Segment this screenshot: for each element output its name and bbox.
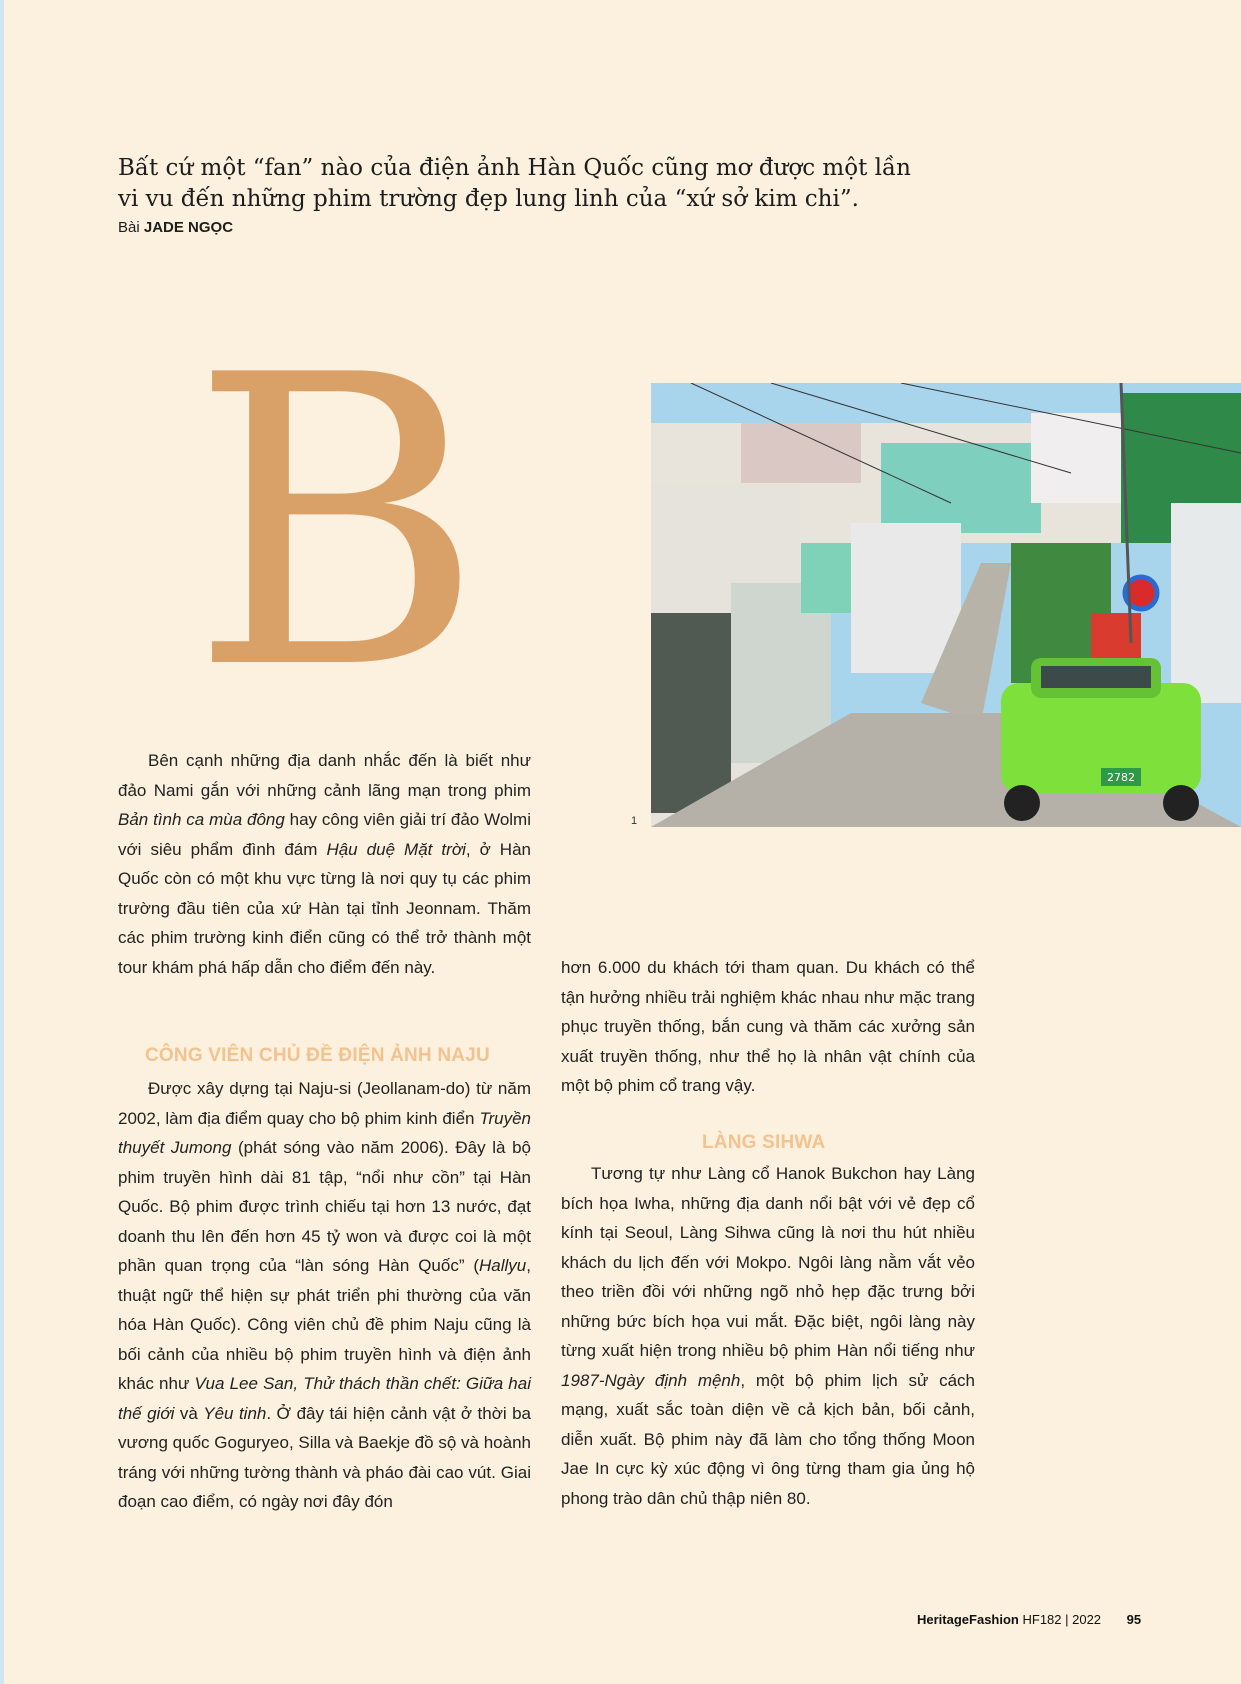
body-column-2-continued [561, 953, 975, 1101]
text-run: và [174, 1403, 204, 1423]
body-column-2-sihwa [561, 1159, 975, 1513]
page-edge-stripe [0, 0, 4, 1684]
photo-number: 1 [631, 815, 638, 827]
text-run: , ở Hàn Quốc còn có một khu vực từng là nơi quy tụ các phim trường đầu tiên của xứ Hàn tại tỉnh Jeonnam. Thăm các phim trường kinh điển cũng có thể trở thành một tour khám phá hấp dẫn cho điểm đến này. [118, 839, 531, 977]
text-run: (phát sóng vào năm 2006). Đây là bộ phim truyền hình dài 81 tập, “nổi như cồn” tại Hàn Quốc. Bộ phim được trình chiếu tại hơn 13 nước, đạt doanh thu lên đến hơn 45 tỷ won và được coi là một phần quan trọng của “làn sóng Hàn Quốc” ( [118, 1138, 531, 1275]
film-title: Bản tình ca mùa đông [118, 810, 285, 829]
text-run: . Ở đây tái hiện cảnh vật ở thời ba vương quốc Goguryeo, Silla và Baekje đồ sộ và hoành tráng với những tường thành và pháo đài cao vút. Giai đoạn cao điểm, có ngày nơi đây đón [118, 1403, 531, 1511]
text-run: Tương tự như Làng cổ Hanok Bukchon hay Làng bích họa Iwha, những địa danh nổi bật với vẻ đẹp cổ kính tại Seoul, Làng Sihwa cũng là nơi thu hút nhiều khách du lịch đến với Mokpo. Ngôi làng nằm vắt vẻo theo triền đồi với những ngõ nhỏ hẹp đặc trưng bởi những bức bích họa vui mắt. Đặc biệt, ngôi làng này từng xuất hiện trong nhiều bộ phim Hàn nổi tiếng như [561, 1164, 975, 1360]
body-column-1-intro [118, 746, 531, 982]
paragraph-sihwa [561, 1159, 975, 1513]
intro-line-1: Bất cứ một “fan” nào của điện ảnh Hàn Quốc cũng mơ được một lần [118, 155, 911, 181]
byline [118, 219, 233, 236]
film-title: Vua Lee San, Thử thách thần chết: Giữa hai thế giới [118, 1374, 531, 1423]
film-title: 1987-Ngày định mệnh [561, 1370, 741, 1390]
byline-author: JADE NGỌC [143, 219, 234, 236]
text-run: , một bộ phim lịch sử cách mạng, xuất sắc toàn diện về cả kịch bản, bối cảnh, diễn xuất. Bộ phim này đã làm cho tổng thống Moon Jae In cực kỳ xúc động vì ông từng tham gia ủng hộ phong trào dân chủ thập niên 80. [561, 1370, 975, 1508]
term-italic: Hallyu [479, 1256, 527, 1275]
text-run: , thuật ngữ thể hiện sự phát triển phi thường của văn hóa Hàn Quốc). Công viên chủ đề phim Naju cũng là bối cảnh của nhiều bộ phim truyền hình và điện ảnh khác như [118, 1256, 531, 1393]
intro-line-2: vi vu đến những phim trường đẹp lung linh của “xứ sở kim chi”. [118, 186, 859, 212]
paragraph-continued: hơn 6.000 du khách tới tham quan. Du khách có thể tận hưởng nhiều trải nghiệm khác nhau như mặc trang phục truyền thống, bắn cung và thăm các xưởng sản xuất truyền thống, như thể họ là nhân vật chính của một bộ phim cổ trang vậy. [561, 958, 975, 1095]
film-title: Yêu tinh [203, 1403, 267, 1423]
intro-standfirst [118, 153, 918, 215]
text-run: Được xây dựng tại Naju-si (Jeollanam-do) từ năm 2002, làm địa điểm quay cho bộ phim kinh điển [118, 1079, 531, 1128]
magazine-brand: HeritageFashion [917, 1612, 1019, 1627]
text-run: Bên cạnh những địa danh nhắc đến là biết như đảo Nami gắn với những cảnh lãng mạn trong phim [118, 751, 531, 800]
byline-prefix: Bài [118, 219, 140, 236]
section-heading-naju: CÔNG VIÊN CHỦ ĐỀ ĐIỆN ẢNH NAJU [145, 1045, 490, 1066]
film-title: Hậu duệ Mặt trời [326, 839, 466, 859]
taxi-plate: 2782 [1107, 771, 1135, 784]
paragraph-intro [118, 746, 531, 982]
body-column-1-naju [118, 1074, 531, 1517]
section-heading-sihwa: LÀNG SIHWA [702, 1132, 826, 1153]
issue-info: HF182 | 2022 [1022, 1612, 1102, 1627]
drop-cap: B [190, 292, 484, 757]
text-run: hay công viên giải trí đảo Wolmi với siêu phẩm đình đám [118, 810, 531, 859]
film-title: Truyền thuyết Jumong [118, 1108, 531, 1157]
article-photo-sihwa-village [651, 383, 1241, 827]
page-footer [917, 1612, 1141, 1627]
page-number: 95 [1126, 1612, 1142, 1627]
paragraph-naju [118, 1074, 531, 1517]
